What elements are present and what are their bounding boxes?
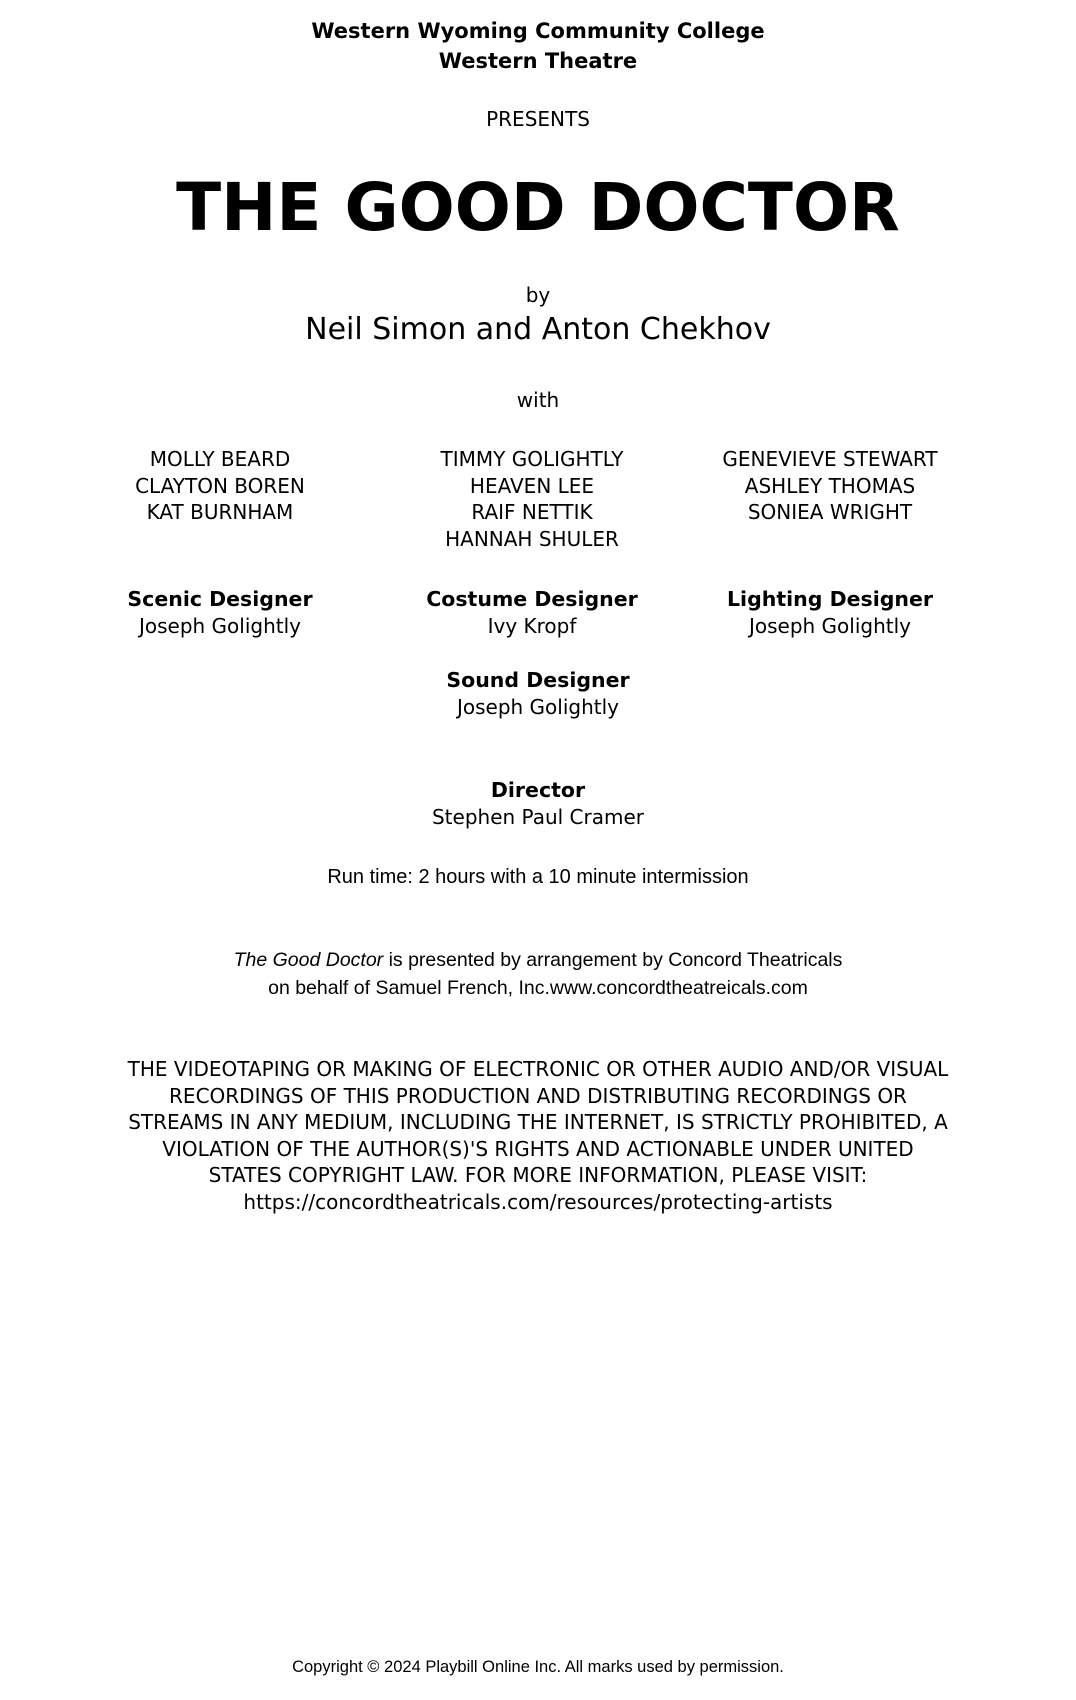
- department-name: Western Theatre: [438, 49, 638, 73]
- credit-role: Director: [490, 778, 586, 802]
- designer-credits: [0, 586, 1076, 656]
- cast-member: GENEVIEVE STEWART: [722, 447, 938, 471]
- cast-member: TIMMY GOLIGHTLY: [440, 447, 624, 471]
- authors: Neil Simon and Anton Chekhov: [305, 312, 771, 347]
- licensing-line-2: on behalf of Samuel French, Inc.www.concordtheatreicals.com: [268, 977, 808, 999]
- licensing-line-1: [0, 946, 1076, 974]
- show-title: THE GOOD DOCTOR: [176, 169, 900, 246]
- cast-member: SONIEA WRIGHT: [747, 500, 913, 524]
- runtime-note: Run time: 2 hours with a 10 minute intermission: [327, 866, 749, 888]
- credit-name: Stephen Paul Cramer: [431, 804, 644, 829]
- cast-list: [0, 446, 1076, 556]
- licensing-text: is presented by arrangement by Concord Theatricals: [383, 949, 843, 971]
- cast-member: ASHLEY THOMAS: [744, 473, 916, 498]
- credit-role: Lighting Designer: [726, 587, 934, 611]
- warning-line: RECORDINGS OF THIS PRODUCTION AND DISTRIBUTING RECORDINGS OR: [169, 1083, 907, 1108]
- with-label: with: [516, 388, 560, 412]
- credit-role: Costume Designer: [426, 587, 638, 611]
- show-title-italic: The Good Doctor: [233, 949, 384, 971]
- costume-designer-credit: [402, 586, 662, 639]
- recording-warning: [0, 1056, 1076, 1215]
- copyright-footer: Copyright © 2024 Playbill Online Inc. All marks used by permission.: [292, 1658, 784, 1676]
- credit-name: Joseph Golightly: [456, 694, 620, 719]
- credit-name: Ivy Kropf: [487, 613, 577, 638]
- sound-designer-credit: [0, 667, 1076, 720]
- warning-line: STREAMS IN ANY MEDIUM, INCLUDING THE INTERNET, IS STRICTLY PROHIBITED, A: [128, 1110, 948, 1134]
- cast-member: HANNAH SHULER: [445, 526, 619, 551]
- cast-member: CLAYTON BOREN: [135, 473, 305, 498]
- cast-column-3: [700, 446, 960, 526]
- organization-header: [0, 16, 1076, 76]
- cast-member: KAT BURNHAM: [146, 500, 294, 524]
- credit-role: Sound Designer: [446, 668, 630, 692]
- licensing-note: [0, 946, 1076, 1002]
- director-credit: [0, 777, 1076, 830]
- cast-member: RAIF NETTIK: [471, 500, 593, 524]
- warning-url: https://concordtheatricals.com/resources/protecting-artists: [243, 1189, 833, 1214]
- credit-name: Joseph Golightly: [138, 613, 302, 638]
- credit-name: Joseph Golightly: [748, 613, 912, 638]
- presents-label: PRESENTS: [486, 107, 590, 131]
- warning-line: VIOLATION OF THE AUTHOR(S)'S RIGHTS AND ACTIONABLE UNDER UNITED: [162, 1136, 914, 1161]
- by-label: by: [525, 283, 551, 307]
- cast-column-2: [402, 446, 662, 552]
- scenic-designer-credit: [110, 586, 330, 639]
- organization-name: Western Wyoming Community College: [311, 19, 765, 43]
- warning-line: THE VIDEOTAPING OR MAKING OF ELECTRONIC OR OTHER AUDIO AND/OR VISUAL: [127, 1057, 949, 1081]
- cast-column-1: [110, 446, 330, 526]
- cast-member: MOLLY BEARD: [149, 447, 291, 471]
- warning-line: STATES COPYRIGHT LAW. FOR MORE INFORMATION, PLEASE VISIT:: [208, 1163, 868, 1187]
- credit-role: Scenic Designer: [127, 587, 313, 611]
- cast-member: HEAVEN LEE: [469, 473, 595, 498]
- lighting-designer-credit: [700, 586, 960, 639]
